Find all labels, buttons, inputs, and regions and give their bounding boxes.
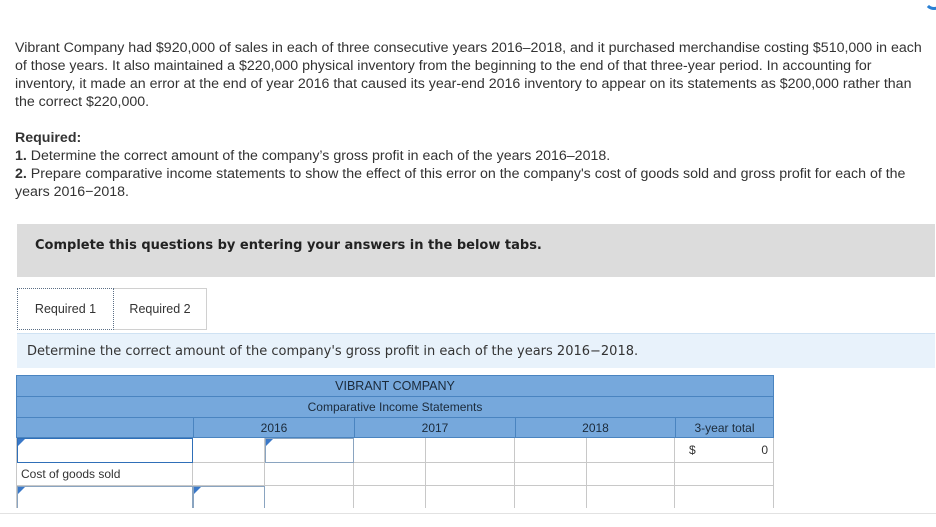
table-cell xyxy=(587,486,675,508)
statement-title: Comparative Income Statements xyxy=(16,396,774,417)
table-cell xyxy=(193,438,265,463)
problem-statement: Vibrant Company had $920,000 of sales in each of three consecutive years 2016–2018, and it purchased merchandise costing $510,000 in each of those years. It also maintained a $220,000 physical inventory from the beginning to the end of that three-year period. In accounting for inventory, it made an error at the end of year 2016 that caused its year-end 2016 inventory to appear on its statements as $200,000 rather than the correct $220,000. xyxy=(15,40,922,110)
input-marker-icon xyxy=(18,439,25,446)
row-label-input[interactable] xyxy=(17,438,193,463)
total-cell xyxy=(675,438,773,463)
row-label-cost-of-goods-sold: Cost of goods sold xyxy=(21,467,121,481)
input-marker-icon xyxy=(194,487,201,494)
required-item-text: Determine the correct amount of the company’s gross profit in each of the years 2016–2018. xyxy=(30,148,611,164)
tab-required-2[interactable] xyxy=(114,288,207,330)
table-cell xyxy=(675,486,773,508)
amount-2017-cell[interactable] xyxy=(426,463,515,486)
required-item-text: Prepare comparative income statements to show the effect of this error on the company's cost of goods sold and gross profit for each of the years 2016−2018. xyxy=(15,166,906,200)
total-cell xyxy=(675,463,773,486)
amount-2018-cell[interactable] xyxy=(587,463,675,486)
income-statement-table xyxy=(16,375,774,508)
column-header-2017: 2017 xyxy=(354,418,515,438)
table-cell xyxy=(515,486,587,508)
input-marker-icon xyxy=(18,487,25,494)
label-column-header xyxy=(17,418,193,438)
total-value: 0 xyxy=(761,443,768,457)
row-label-input[interactable] xyxy=(17,486,193,508)
column-header-total: 3-year total xyxy=(675,418,773,438)
table-cell xyxy=(426,486,515,508)
table-cell xyxy=(265,486,354,508)
column-header-row xyxy=(16,417,774,438)
table-cell xyxy=(515,438,587,463)
amount-2016-cell[interactable] xyxy=(265,463,354,486)
required-heading: Required: xyxy=(15,130,82,146)
row-label-cell xyxy=(17,463,193,486)
tab-label: Required 2 xyxy=(129,302,191,316)
instruction-text: Determine the correct amount of the company's gross profit in each of the years 2016−2018. xyxy=(27,344,639,359)
amount-2017-cell[interactable] xyxy=(426,438,515,463)
table-cell xyxy=(354,463,426,486)
amount-2016-input[interactable] xyxy=(193,486,265,508)
table-cell xyxy=(354,438,426,463)
table-cell xyxy=(515,463,587,486)
table-cell xyxy=(354,486,426,508)
required-item-number: 1. xyxy=(15,148,27,164)
required-item-1 xyxy=(15,147,933,165)
page-divider xyxy=(0,513,936,514)
tab-required-1[interactable] xyxy=(17,288,114,330)
statement-grid xyxy=(16,438,774,508)
table-cell xyxy=(193,463,265,486)
required-item-number: 2. xyxy=(15,166,27,182)
amount-2018-cell[interactable] xyxy=(587,438,675,463)
required-section xyxy=(15,129,933,201)
required-item-2 xyxy=(15,165,933,201)
tab-instruction xyxy=(17,333,935,368)
instructions-banner xyxy=(17,224,935,277)
column-header-2018: 2018 xyxy=(515,418,675,438)
currency-symbol: $ xyxy=(689,443,696,457)
input-marker-icon xyxy=(266,439,273,446)
column-header-2016: 2016 xyxy=(193,418,354,438)
loading-spinner-icon xyxy=(924,0,936,10)
tab-label: Required 1 xyxy=(34,302,97,316)
company-name: VIBRANT COMPANY xyxy=(16,375,774,396)
banner-text: Complete this questions by entering your answers in the below tabs. xyxy=(35,238,542,253)
amount-2016-input[interactable] xyxy=(265,438,354,463)
